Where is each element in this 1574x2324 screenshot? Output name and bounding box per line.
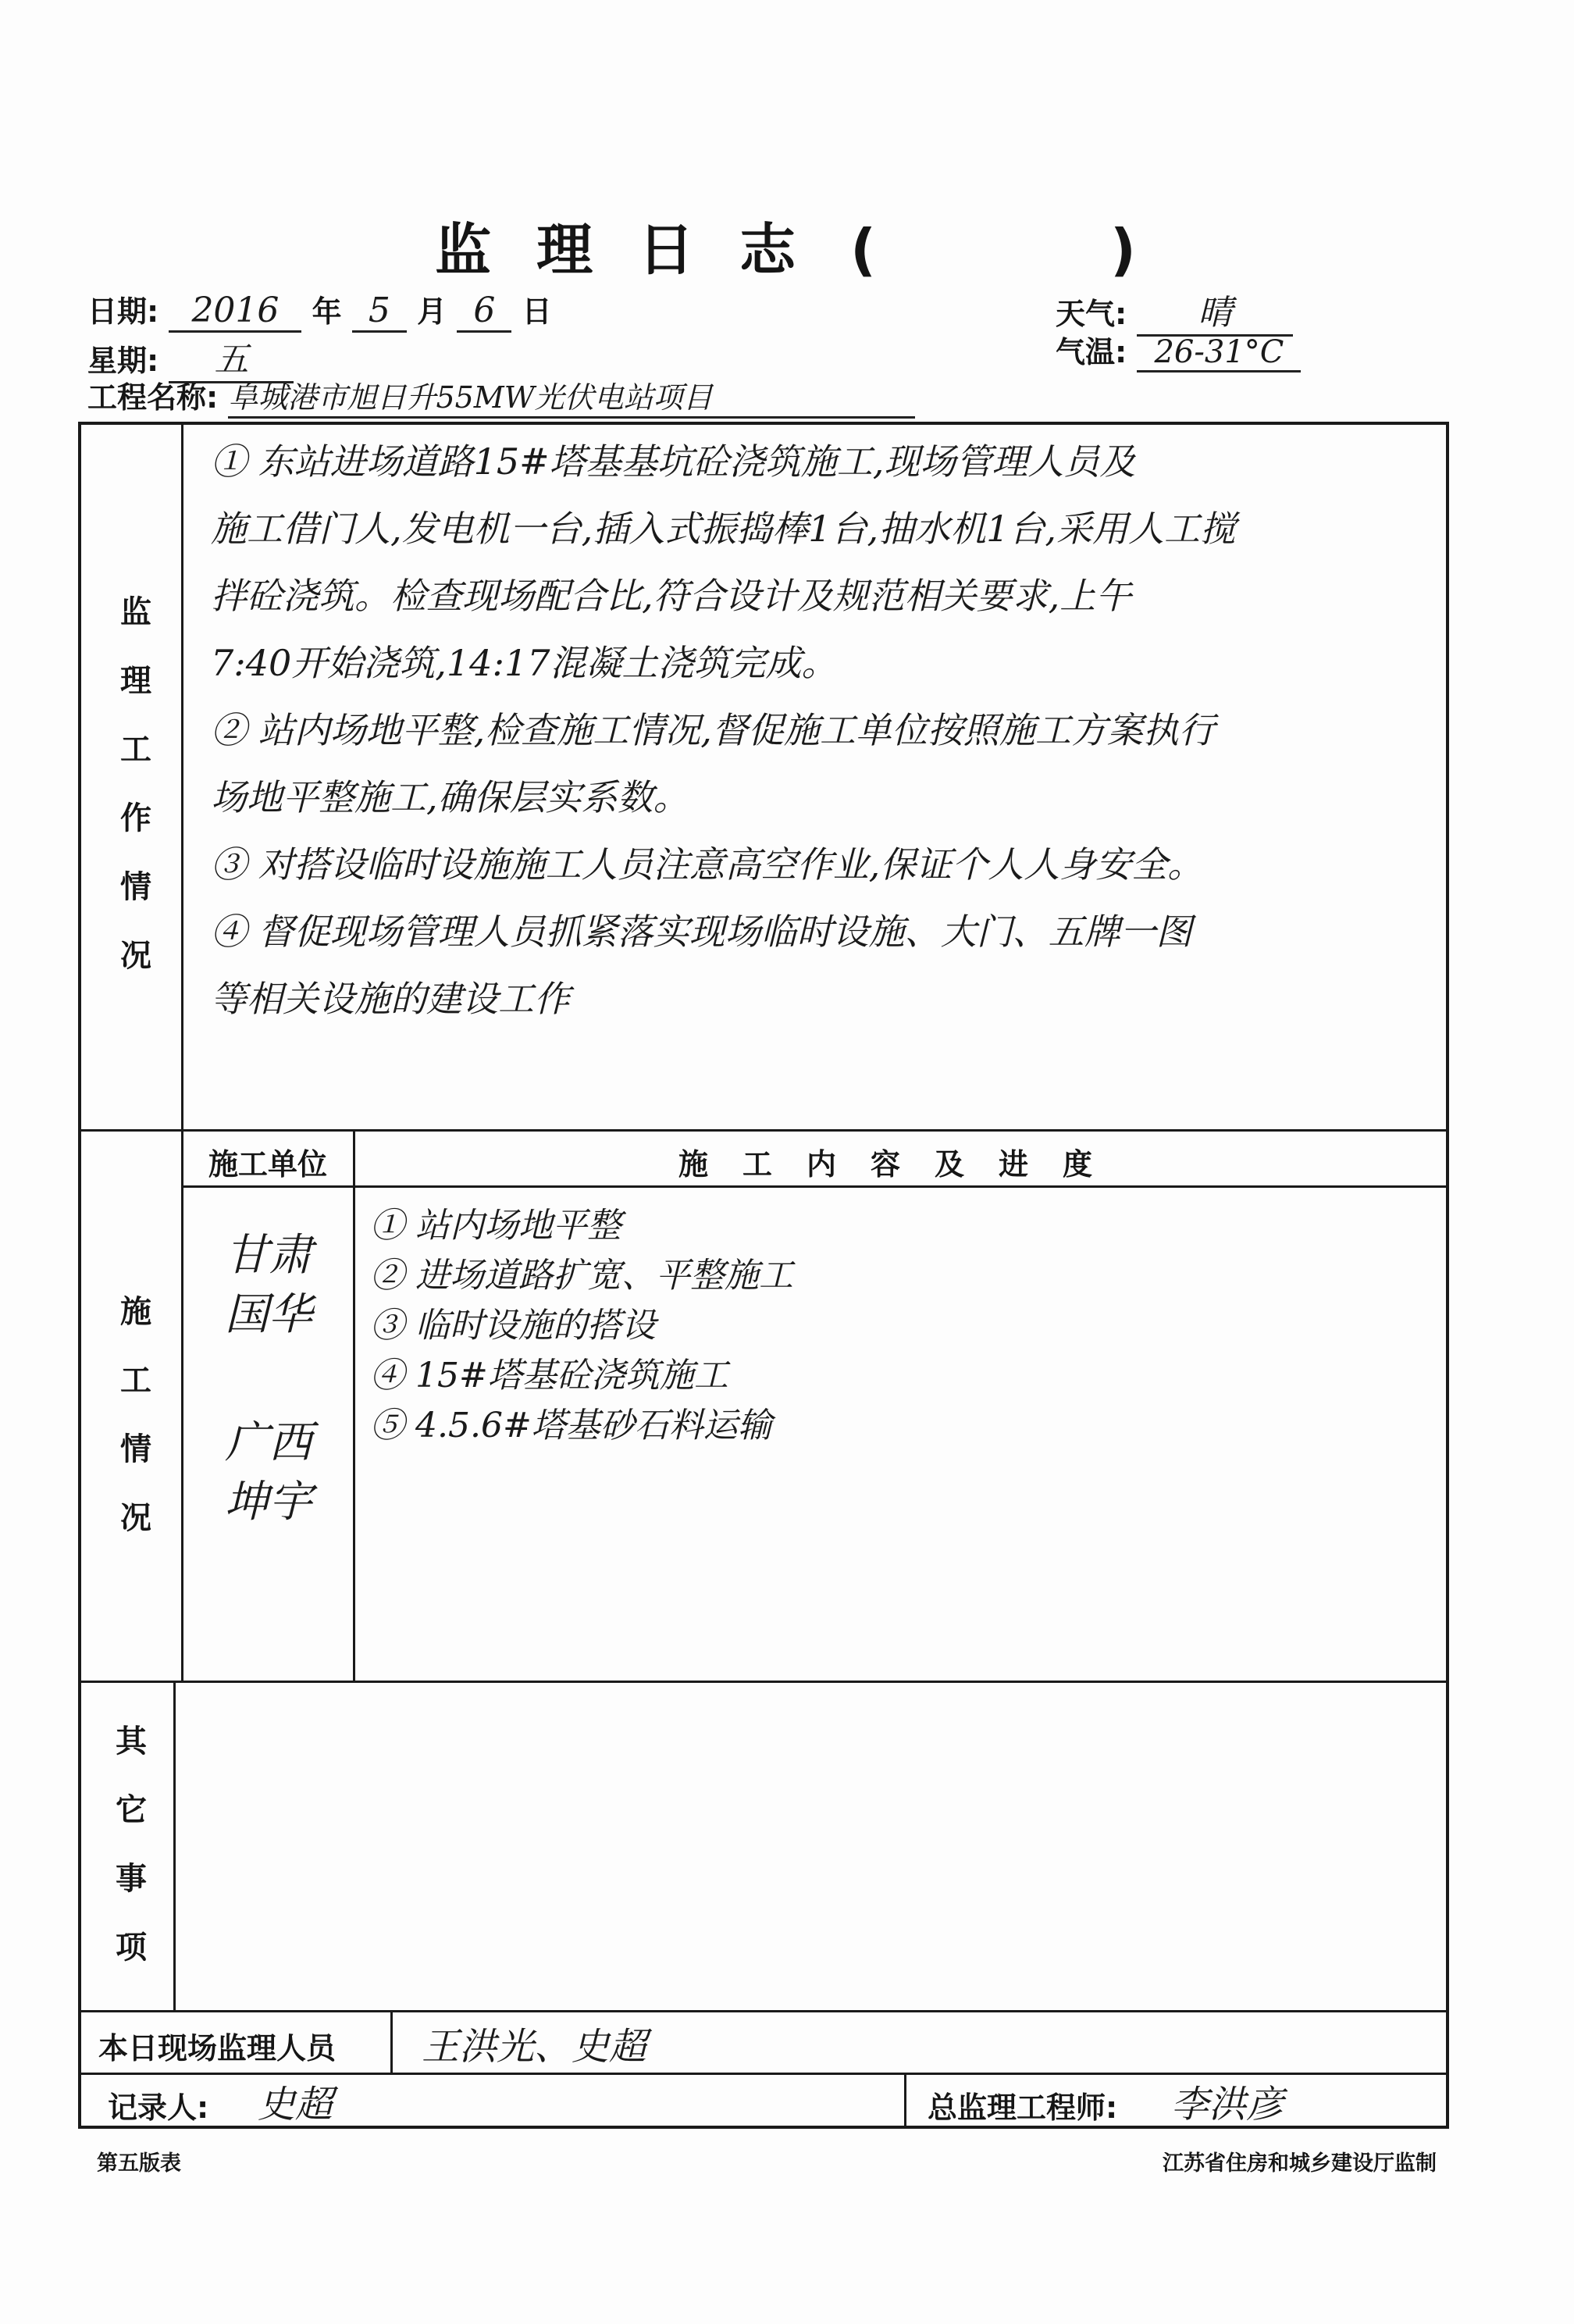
work-line: ④ 督促现场管理人员抓紧落实现场临时设施、大门、五牌一图 [211,911,1192,953]
date-month: 5 [352,290,407,333]
unit-name-1: 甘肃 国华 [225,1230,312,1340]
divider-work [78,1129,1449,1132]
chief-name: 李洪彦 [1171,2083,1284,2126]
page-title [0,205,1574,286]
weekday-value: 五 [169,331,294,383]
divider-other [78,2010,1449,2012]
recorder-name: 史超 [258,2083,333,2126]
progress-item: ② 进场道路扩宽、平整施工 [370,1256,793,1296]
temp-value: 26-31°C [1137,334,1301,372]
divider-construction [78,1681,1449,1683]
year-label: 年 [312,294,342,329]
title-text: 监理日志 [435,217,842,283]
issuer: 江苏省住房和城乡建设厅监制 [1163,2151,1437,2176]
project-name: 阜城港市旭日升55MW光伏电站项目 [228,373,915,419]
date-year: 2016 [169,290,301,333]
date-day: 6 [457,290,511,333]
date-row [87,287,552,333]
project-label: 工程名称: [87,380,219,415]
temp-row [1056,328,1301,372]
work-line: 场地平整施工,确保层实系数。 [211,776,689,818]
work-line: ② 站内场地平整,检查施工情况,督促施工单位按照施工方案执行 [211,709,1215,751]
label-column-divider-other [173,1681,176,2010]
work-line: 拌砼浇筑。检查现场配合比,符合设计及规范相关要求,上午 [211,575,1132,617]
progress-item: ① 站内场地平整 [370,1206,621,1246]
recorder-label: 记录人: [108,2091,209,2125]
weekday-label: 星期: [87,344,159,378]
work-line: 7:40开始浇筑,14:17混凝土浇筑完成。 [211,642,838,684]
progress-header: 施工内容及进度 [678,1147,1127,1182]
day-label: 日 [522,294,552,329]
progress-item: ⑤ 4.5.6#塔基砂石料运输 [370,1406,772,1445]
chief-label: 总监理工程师: [928,2091,1118,2125]
label-column-divider [181,422,183,1681]
unit-column-divider [353,1129,355,1681]
work-line: 等相关设施的建设工作 [211,978,570,1020]
divider-subheader [181,1185,1449,1188]
staff-names: 王洪光、史超 [422,2025,647,2069]
unit-header: 施工单位 [208,1147,327,1182]
progress-list [370,1201,1432,1451]
work-section-label: 监 理 工 作 情 况 [120,594,151,974]
weather-value: 晴 [1137,284,1293,337]
work-description [211,428,1444,1032]
work-line: ③ 对搭设临时设施施工人员注意高空作业,保证个人人身安全。 [211,843,1204,886]
unit-name-2: 广西 坤宇 [225,1417,312,1527]
construction-section-label: 施 工 情 况 [120,1294,151,1536]
project-row [87,373,915,419]
temp-label: 气温: [1056,335,1127,369]
title-paren-open: ( [850,217,876,283]
date-label: 日期: [87,294,159,329]
work-line: 施工借门人,发电机一台,插入式振捣棒1台,抽水机1台,采用人工搅 [211,508,1237,550]
weather-label: 天气: [1056,297,1127,331]
staff-label: 本日现场监理人员 [98,2031,337,2066]
chief-divider [904,2073,906,2129]
progress-item: ③ 临时设施的搭设 [370,1306,656,1346]
title-paren-close: ) [1110,217,1139,283]
month-label: 月 [417,294,447,329]
staff-label-divider [390,2010,393,2073]
other-section-label: 其 它 事 项 [116,1723,147,1966]
work-line: ① 东站进场道路15#塔基基坑砼浇筑施工,现场管理人员及 [211,440,1136,483]
progress-item: ④ 15#塔基砼浇筑施工 [370,1356,728,1395]
form-version: 第五版表 [97,2151,181,2176]
